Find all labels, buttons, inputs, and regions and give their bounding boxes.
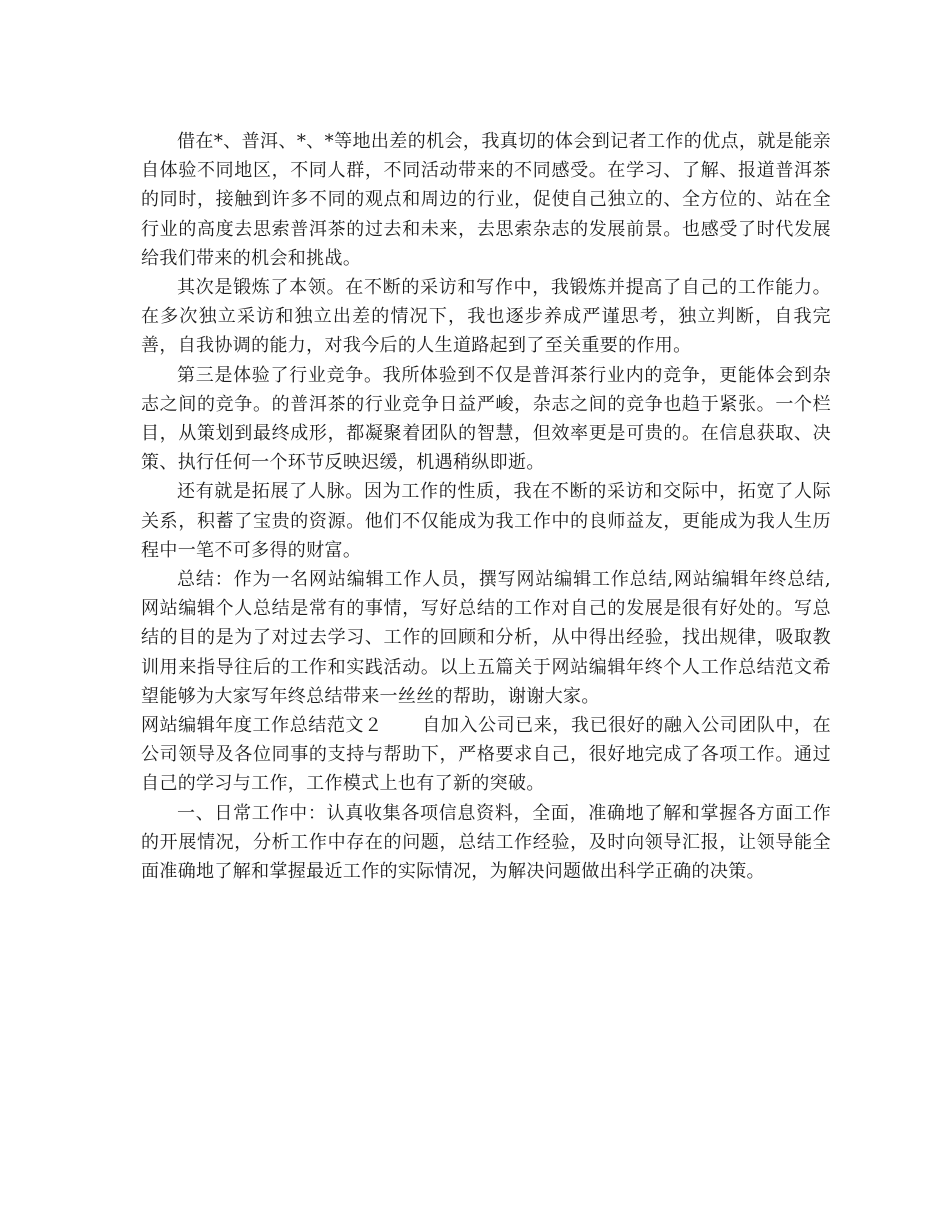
paragraph-network: 还有就是拓展了人脉。因为工作的性质，我在不断的采访和交际中，拓宽了人际关系，积蓄了宝贵的资源。他们不仅能成为我工作中的良师益友，更能成为我人生历程中一笔不可多得的财富。 [141, 481, 831, 561]
section-intro: 自加入公司已来，我已很好的融入公司团队中，在公司领导及各位同事的支持与帮助下，严格要求自己，很好地完成了各项工作。通过自己的学习与工作，工作模式上也有了新的突破。 [141, 715, 831, 795]
paragraph-summary: 总结：作为一名网站编辑工作人员，撰写网站编辑工作总结,网站编辑年终总结,网站编辑个人总结是常有的事情，写好总结的工作对自己的发展是很有好处的。写总结的目的是为了对过去学习、工作的回顾和分析，从中得出经验，找出规律，吸取教训用来指导往后的工作和实践活动。以上五篇关于网站编辑年终个人工作总结范文希望能够为大家写年终总结带来一丝丝的帮助，谢谢大家。 [141, 569, 831, 707]
document-page [141, 127, 831, 886]
section-heading-paragraph [141, 711, 831, 799]
section-title: 网站编辑年度工作总结范文２ [141, 715, 383, 737]
paragraph-competition: 第三是体验了行业竞争。我所体验到不仅是普洱茶行业内的竞争，更能体会到杂志之间的竞争。的普洱茶的行业竞争日益严峻，杂志之间的竞争也趋于紧张。一个栏目，从策划到最终成形，都凝聚着团队的智慧，但效率更是可贵的。在信息获取、决策、执行任何一个环节反映迟缓，机遇稍纵即逝。 [141, 364, 831, 474]
paragraph-travel: 借在*、普洱、*、*等地出差的机会，我真切的体会到记者工作的优点，就是能亲自体验不同地区，不同人群，不同活动带来的不同感受。在学习、了解、报道普洱茶的同时，接触到许多不同的观点和周边的行业，促使自己独立的、全方位的、站在全行业的高度去思索普洱茶的过去和未来，去思索杂志的发展前景。也感受了时代发展给我们带来的机会和挑战。 [141, 131, 831, 269]
paragraph-daily-work: 一、日常工作中：认真收集各项信息资料，全面，准确地了解和掌握各方面工作的开展情况，分析工作中存在的问题，总结工作经验，及时向领导汇报，让领导能全面准确地了解和掌握最近工作的实际情况，为解决问题做出科学正确的决策。 [141, 802, 831, 883]
paragraph-skills: 其次是锻炼了本领。在不断的采访和写作中，我锻炼并提高了自己的工作能力。在多次独立采访和独立出差的情况下，我也逐步养成严谨思考，独立判断，自我完善，自我协调的能力，对我今后的人生道路起到了至关重要的作用。 [141, 277, 831, 357]
